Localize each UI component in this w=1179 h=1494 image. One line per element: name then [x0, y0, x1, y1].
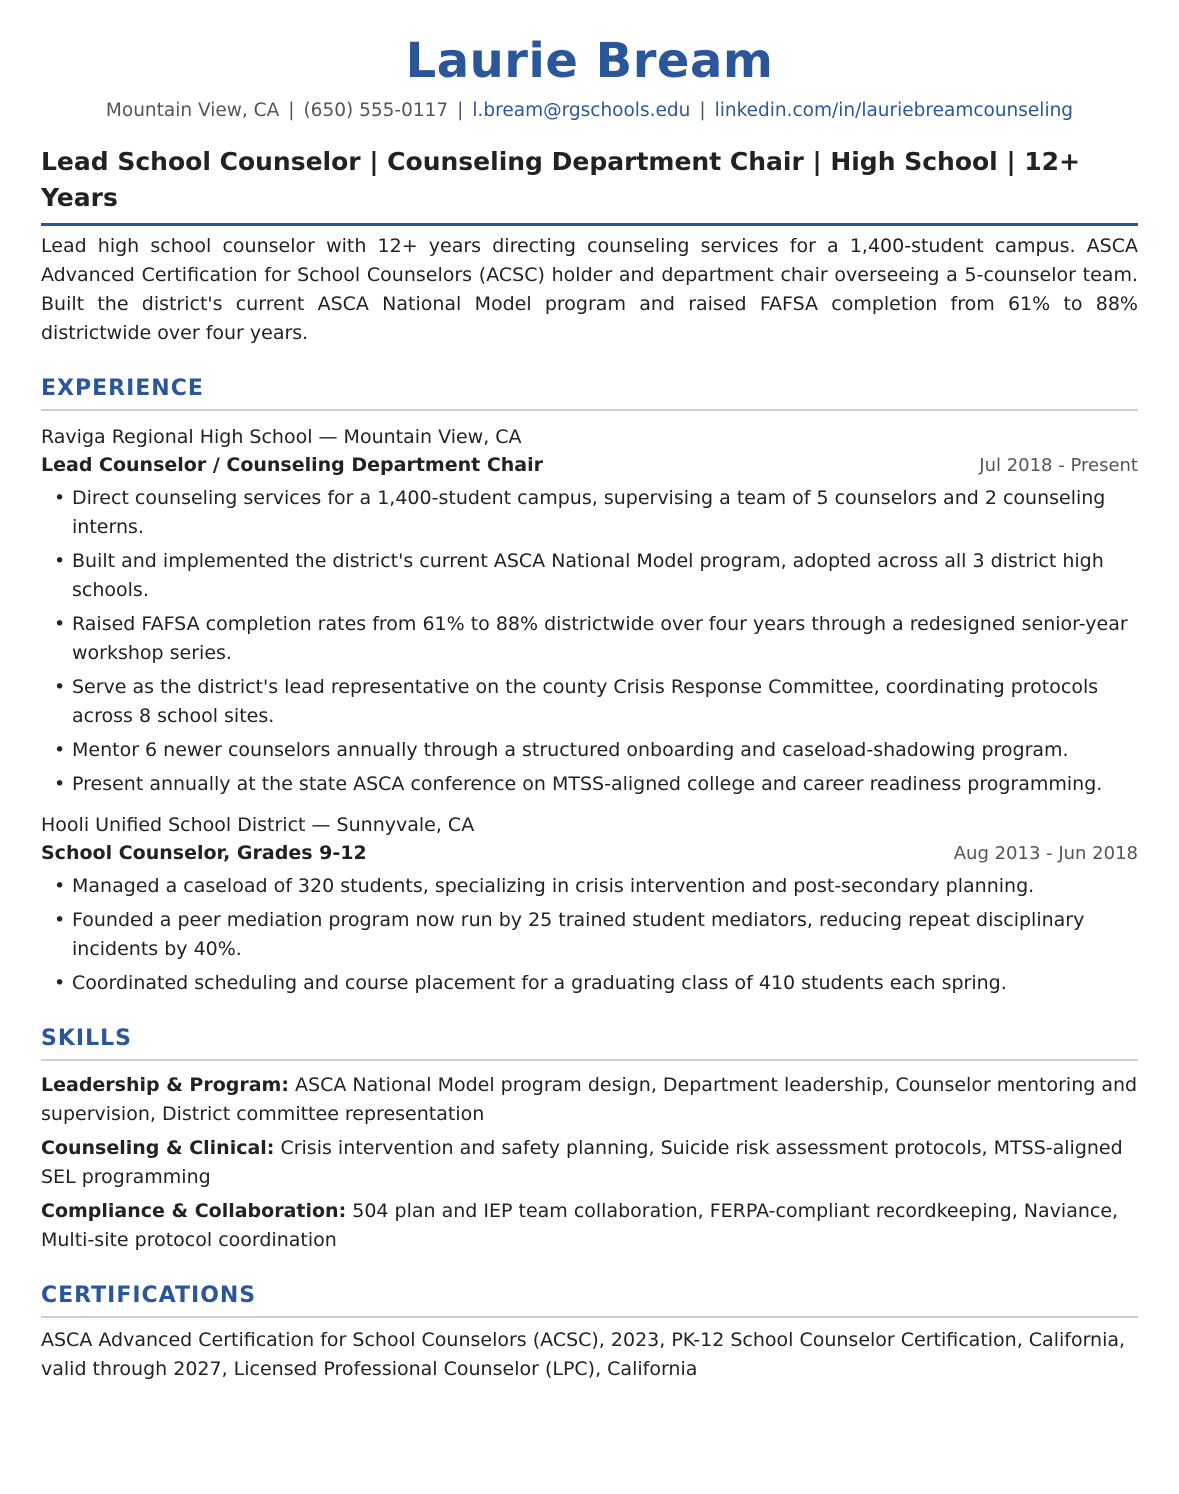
- bullet-text: Built and implemented the district's current ASCA National Model program, adopted across all 3 district high schools.: [72, 550, 1104, 601]
- job-bullets: [41, 872, 1138, 998]
- bullet-icon: •: [54, 739, 66, 761]
- contact-line: [41, 98, 1138, 124]
- section-divider: [41, 409, 1138, 411]
- contact-separator: |: [288, 100, 295, 121]
- contact-separator: |: [699, 100, 706, 121]
- skill-group-text: ASCA National Model program design, Department leadership, Counselor mentoring and supervision, District committee representation: [41, 1074, 1138, 1125]
- job-dates: Jul 2018 - Present: [979, 455, 1138, 476]
- job-dates: Aug 2013 - Jun 2018: [953, 843, 1138, 864]
- bullet-item: [41, 906, 1138, 964]
- job-organization: Raviga Regional High School — Mountain View, CA: [41, 426, 522, 448]
- bullet-text: Present annually at the state ASCA conference on MTSS-aligned college and career readiness programming.: [72, 773, 1103, 795]
- bullet-item: [41, 547, 1138, 605]
- contact-email-link[interactable]: l.bream@rgschools.edu: [472, 100, 691, 121]
- contact-separator: |: [457, 100, 464, 121]
- skill-group-text: Crisis intervention and safety planning, Suicide risk assessment protocols, MTSS-aligned SEL programming: [41, 1137, 1123, 1188]
- experience-section-title: EXPERIENCE: [41, 376, 204, 401]
- bullet-text: Serve as the district's lead representative on the county Crisis Response Committee, coordinating protocols across 8 school sites.: [72, 676, 1099, 727]
- bullet-icon: •: [54, 972, 66, 994]
- professional-headline: Lead School Counselor | Counseling Department Chair | High School | 12+ Years: [41, 147, 1081, 212]
- job-role: Lead Counselor / Counseling Department Chair: [41, 454, 544, 476]
- contact-linkedin-link[interactable]: linkedin.com/in/lauriebreamcounseling: [714, 100, 1074, 121]
- bullet-icon: •: [54, 613, 66, 635]
- summary-paragraph: Lead high school counselor with 12+ years directing counseling services for a 1,400-student campus. ASCA Advanced Certification for School Counselors (ACSC) holder and department chair overseeing a 5-counselor team. Built the district's current ASCA National Model program and raised FAFSA completion from 61% to 88% districtwide over four years.: [41, 235, 1138, 344]
- bullet-item: [41, 736, 1138, 765]
- certifications-section-title: CERTIFICATIONS: [41, 1283, 257, 1308]
- job-role-row: [41, 451, 1138, 480]
- bullet-text: Managed a caseload of 320 students, specializing in crisis intervention and post-secondary planning.: [72, 875, 1035, 897]
- job-organization: Hooli Unified School District — Sunnyvale, CA: [41, 814, 475, 836]
- skill-group: [41, 1071, 1138, 1129]
- bullet-icon: •: [54, 676, 66, 698]
- bullet-item: [41, 969, 1138, 998]
- headline-divider: [41, 223, 1138, 226]
- bullet-text: Coordinated scheduling and course placement for a graduating class of 410 students each spring.: [72, 972, 1007, 994]
- bullet-item: [41, 770, 1138, 799]
- contact-location: Mountain View, CA: [105, 100, 280, 121]
- job-entry: [41, 811, 1138, 998]
- bullet-icon: •: [54, 487, 66, 509]
- skills-section-title: SKILLS: [41, 1026, 132, 1051]
- skill-group: [41, 1197, 1138, 1255]
- bullet-text: Raised FAFSA completion rates from 61% to 88% districtwide over four years through a redesigned senior-year workshop series.: [72, 613, 1128, 664]
- bullet-item: [41, 610, 1138, 668]
- bullet-text: Direct counseling services for a 1,400-student campus, supervising a team of 5 counselors and 2 counseling interns.: [72, 487, 1106, 538]
- bullet-icon: •: [54, 773, 66, 795]
- job-role-row: [41, 839, 1138, 868]
- contact-phone: (650) 555-0117: [303, 100, 449, 121]
- bullet-icon: •: [54, 550, 66, 572]
- skills-list: [41, 1071, 1138, 1255]
- bullet-item: [41, 673, 1138, 731]
- section-divider: [41, 1316, 1138, 1318]
- skill-group-label: Counseling & Clinical:: [41, 1137, 275, 1159]
- section-divider: [41, 1059, 1138, 1061]
- bullet-icon: •: [54, 875, 66, 897]
- bullet-text: Mentor 6 newer counselors annually through a structured onboarding and caseload-shadowing program.: [72, 739, 1069, 761]
- skill-group-text: 504 plan and IEP team collaboration, FERPA-compliant recordkeeping, Naviance, Multi-site protocol coordination: [41, 1200, 1119, 1251]
- bullet-icon: •: [54, 909, 66, 931]
- job-role: School Counselor, Grades 9-12: [41, 842, 367, 864]
- bullet-item: [41, 484, 1138, 542]
- bullet-item: [41, 872, 1138, 901]
- certifications-text: ASCA Advanced Certification for School Counselors (ACSC), 2023, PK-12 School Counselor Certification, California, valid through 2027, Licensed Professional Counselor (LPC), California: [41, 1329, 1126, 1380]
- skill-group: [41, 1134, 1138, 1192]
- bullet-text: Founded a peer mediation program now run by 25 trained student mediators, reducing repeat disciplinary incidents by 40%.: [72, 909, 1085, 960]
- candidate-name: Laurie Bream: [405, 33, 774, 89]
- skill-group-label: Leadership & Program:: [41, 1074, 289, 1096]
- job-bullets: [41, 484, 1138, 799]
- job-entry: [41, 423, 1138, 799]
- skill-group-label: Compliance & Collaboration:: [41, 1200, 347, 1222]
